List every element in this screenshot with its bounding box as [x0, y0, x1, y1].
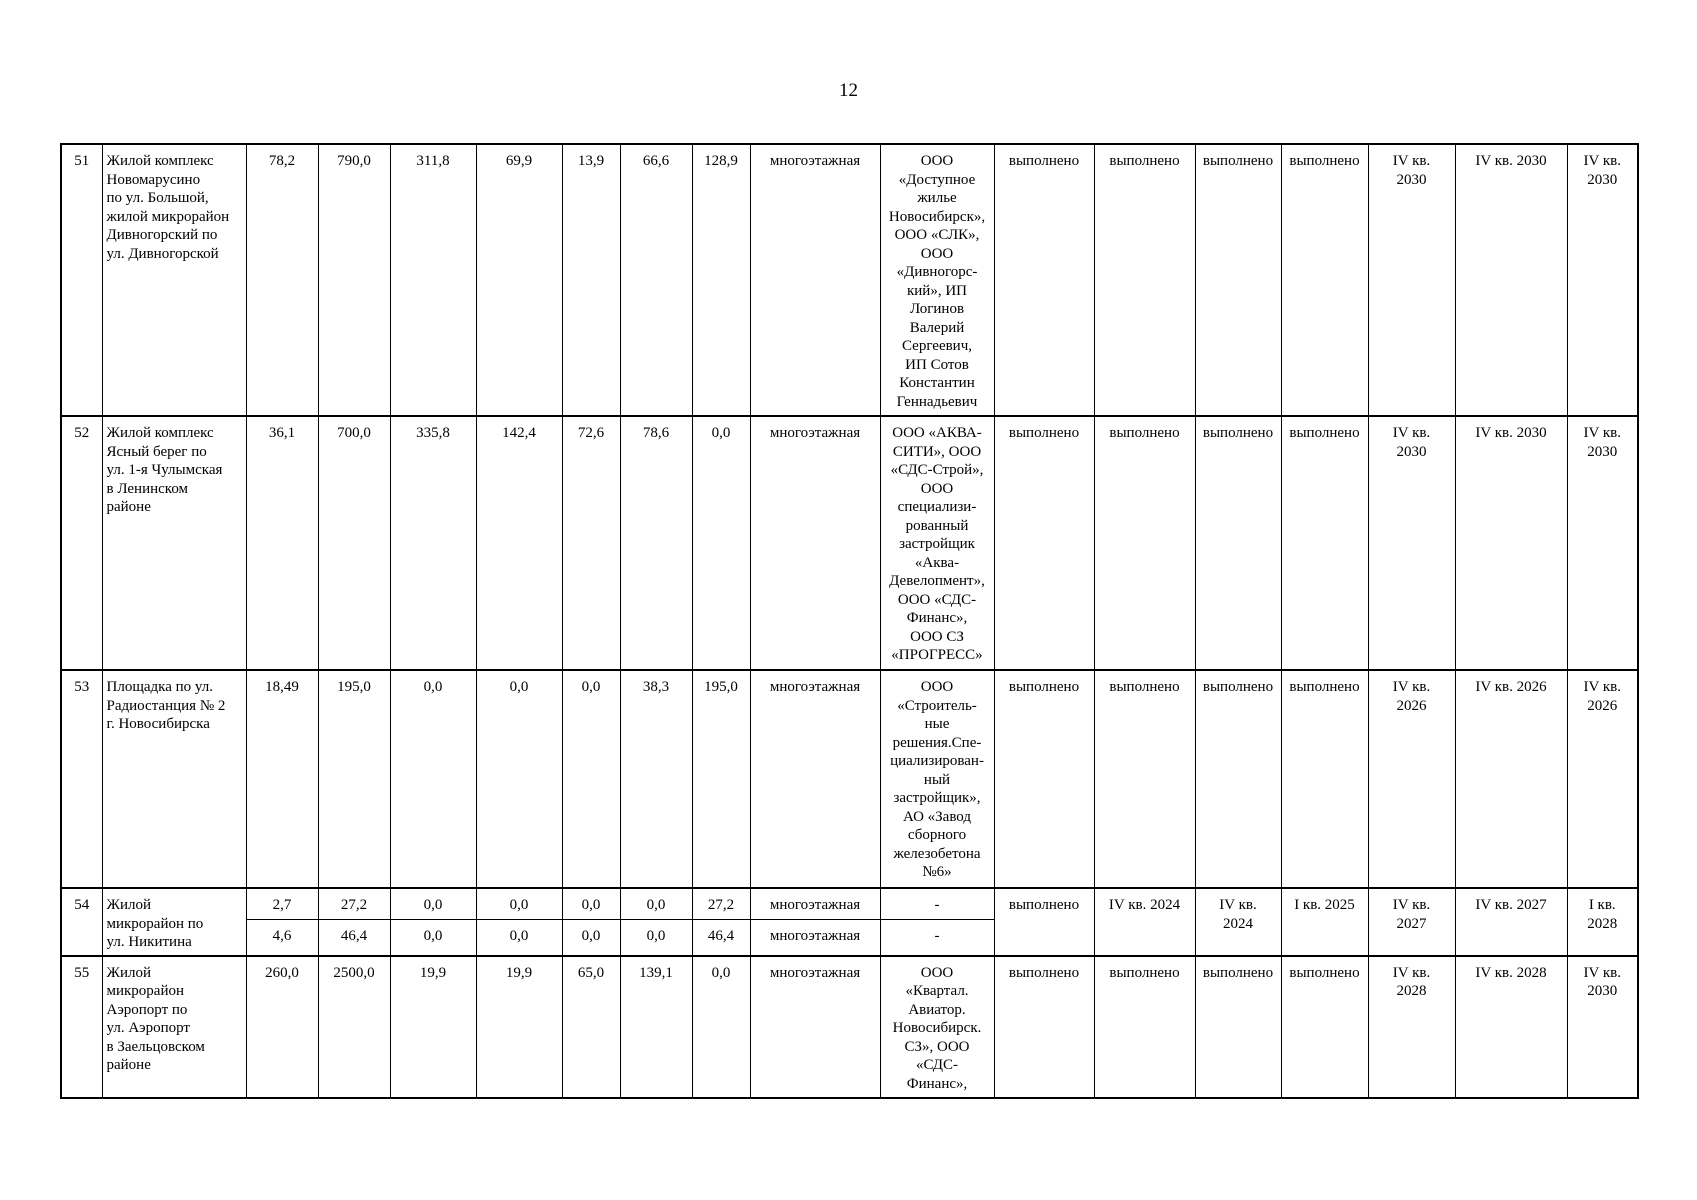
cell-value: 0,0 — [562, 888, 620, 919]
deadline: IV кв. 2030 — [1567, 416, 1638, 670]
cell-value: 139,1 — [620, 956, 692, 1098]
cell-value: 46,4 — [692, 919, 750, 955]
status: выполнено — [1281, 416, 1368, 670]
developer: - — [880, 888, 994, 919]
developer: ООО «Квартал. Авиатор. Новосибирск. СЗ», ООО «СДС- Финанс», — [880, 956, 994, 1098]
cell-value: 0,0 — [476, 670, 562, 888]
status: выполнено — [1094, 416, 1195, 670]
object-name: Жилой комплекс Ясный берег по ул. 1-я Чулымская в Ленинском районе — [102, 416, 246, 670]
table-row — [61, 144, 1638, 416]
row-number: 55 — [61, 956, 102, 1098]
status: выполнено — [1195, 670, 1281, 888]
cell-value: 0,0 — [692, 416, 750, 670]
deadline: IV кв. 2030 — [1455, 416, 1567, 670]
developer: ООО «Доступное жилье Новосибирск», ООО «СЛК», ООО «Дивногорс- кий», ИП Логинов Валерий Сергеевич, ИП Сотов Константин Геннадьевич — [880, 144, 994, 416]
deadline: IV кв. 2026 — [1567, 670, 1638, 888]
status: выполнено — [1094, 670, 1195, 888]
status: выполнено — [1195, 144, 1281, 416]
cell-value: 36,1 — [246, 416, 318, 670]
deadline: IV кв. 2030 — [1567, 144, 1638, 416]
cell-value: 0,0 — [476, 919, 562, 955]
building-type: многоэтажная — [750, 956, 880, 1098]
cell-value: 700,0 — [318, 416, 390, 670]
status: выполнено — [994, 144, 1094, 416]
cell-value: 78,6 — [620, 416, 692, 670]
row-number: 54 — [61, 888, 102, 956]
cell-value: 260,0 — [246, 956, 318, 1098]
deadline: IV кв. 2030 — [1567, 956, 1638, 1098]
object-name: Жилой комплекс Новомарусино по ул. Большой, жилой микрорайон Дивногорский по ул. Дивногорской — [102, 144, 246, 416]
cell-value: 72,6 — [562, 416, 620, 670]
building-type: многоэтажная — [750, 670, 880, 888]
cell-value: 19,9 — [476, 956, 562, 1098]
building-type: многоэтажная — [750, 888, 880, 919]
cell-value: 66,6 — [620, 144, 692, 416]
status: выполнено — [1281, 670, 1368, 888]
status: выполнено — [1195, 416, 1281, 670]
cell-value: 2,7 — [246, 888, 318, 919]
cell-value: 18,49 — [246, 670, 318, 888]
status: выполнено — [994, 888, 1094, 956]
status: выполнено — [1195, 956, 1281, 1098]
cell-value: 13,9 — [562, 144, 620, 416]
status: выполнено — [1281, 956, 1368, 1098]
row-number: 52 — [61, 416, 102, 670]
cell-value: 38,3 — [620, 670, 692, 888]
deadline: IV кв. 2028 — [1368, 956, 1455, 1098]
cell-value: 195,0 — [692, 670, 750, 888]
object-name: Жилой микрорайон по ул. Никитина — [102, 888, 246, 956]
status: выполнено — [1094, 956, 1195, 1098]
building-type: многоэтажная — [750, 416, 880, 670]
row-number: 51 — [61, 144, 102, 416]
status: выполнено — [994, 670, 1094, 888]
deadline: IV кв. 2030 — [1455, 144, 1567, 416]
deadline: IV кв. 2026 — [1368, 670, 1455, 888]
cell-value: 311,8 — [390, 144, 476, 416]
table-row — [61, 888, 1638, 919]
cell-value: 27,2 — [692, 888, 750, 919]
deadline: IV кв. 2030 — [1368, 144, 1455, 416]
table-row — [61, 956, 1638, 1098]
deadline: IV кв. 2028 — [1455, 956, 1567, 1098]
status: выполнено — [994, 956, 1094, 1098]
page-number: 12 — [839, 80, 858, 101]
cell-value: 790,0 — [318, 144, 390, 416]
cell-value: 0,0 — [390, 670, 476, 888]
object-name: Площадка по ул. Радиостанция № 2 г. Новосибирска — [102, 670, 246, 888]
deadline: I кв. 2028 — [1567, 888, 1638, 956]
cell-value: 142,4 — [476, 416, 562, 670]
object-name: Жилой микрорайон Аэропорт по ул. Аэропорт в Заельцовском районе — [102, 956, 246, 1098]
cell-value: 195,0 — [318, 670, 390, 888]
status: выполнено — [1281, 144, 1368, 416]
status: выполнено — [994, 416, 1094, 670]
table-row — [61, 670, 1638, 888]
deadline: IV кв. 2027 — [1368, 888, 1455, 956]
cell-value: 78,2 — [246, 144, 318, 416]
cell-value: 65,0 — [562, 956, 620, 1098]
cell-value: 0,0 — [390, 919, 476, 955]
cell-value: 0,0 — [476, 888, 562, 919]
developer: ООО «АКВА- СИТИ», ООО «СДС-Строй», ООО специализи- рованный застройщик «Аква- Девелопмент», ООО «СДС- Финанс», ООО СЗ «ПРОГРЕСС» — [880, 416, 994, 670]
status: IV кв. 2024 — [1195, 888, 1281, 956]
status: выполнено — [1094, 144, 1195, 416]
table-row — [61, 416, 1638, 670]
cell-value: 128,9 — [692, 144, 750, 416]
cell-value: 69,9 — [476, 144, 562, 416]
cell-value: 0,0 — [620, 888, 692, 919]
deadline: IV кв. 2030 — [1368, 416, 1455, 670]
cell-value: 4,6 — [246, 919, 318, 955]
cell-value: 0,0 — [390, 888, 476, 919]
building-type: многоэтажная — [750, 144, 880, 416]
cell-value: 46,4 — [318, 919, 390, 955]
status: IV кв. 2024 — [1094, 888, 1195, 956]
deadline: IV кв. 2027 — [1455, 888, 1567, 956]
cell-value: 19,9 — [390, 956, 476, 1098]
cell-value: 0,0 — [562, 919, 620, 955]
developer: ООО «Строитель- ные решения.Спе- циализирован- ный застройщик», АО «Завод сборного железобетона №6» — [880, 670, 994, 888]
cell-value: 0,0 — [692, 956, 750, 1098]
developer: - — [880, 919, 994, 955]
building-type: многоэтажная — [750, 919, 880, 955]
cell-value: 0,0 — [562, 670, 620, 888]
data-table — [60, 143, 1639, 1099]
cell-value: 27,2 — [318, 888, 390, 919]
cell-value: 0,0 — [620, 919, 692, 955]
cell-value: 335,8 — [390, 416, 476, 670]
deadline: IV кв. 2026 — [1455, 670, 1567, 888]
row-number: 53 — [61, 670, 102, 888]
status: I кв. 2025 — [1281, 888, 1368, 956]
cell-value: 2500,0 — [318, 956, 390, 1098]
